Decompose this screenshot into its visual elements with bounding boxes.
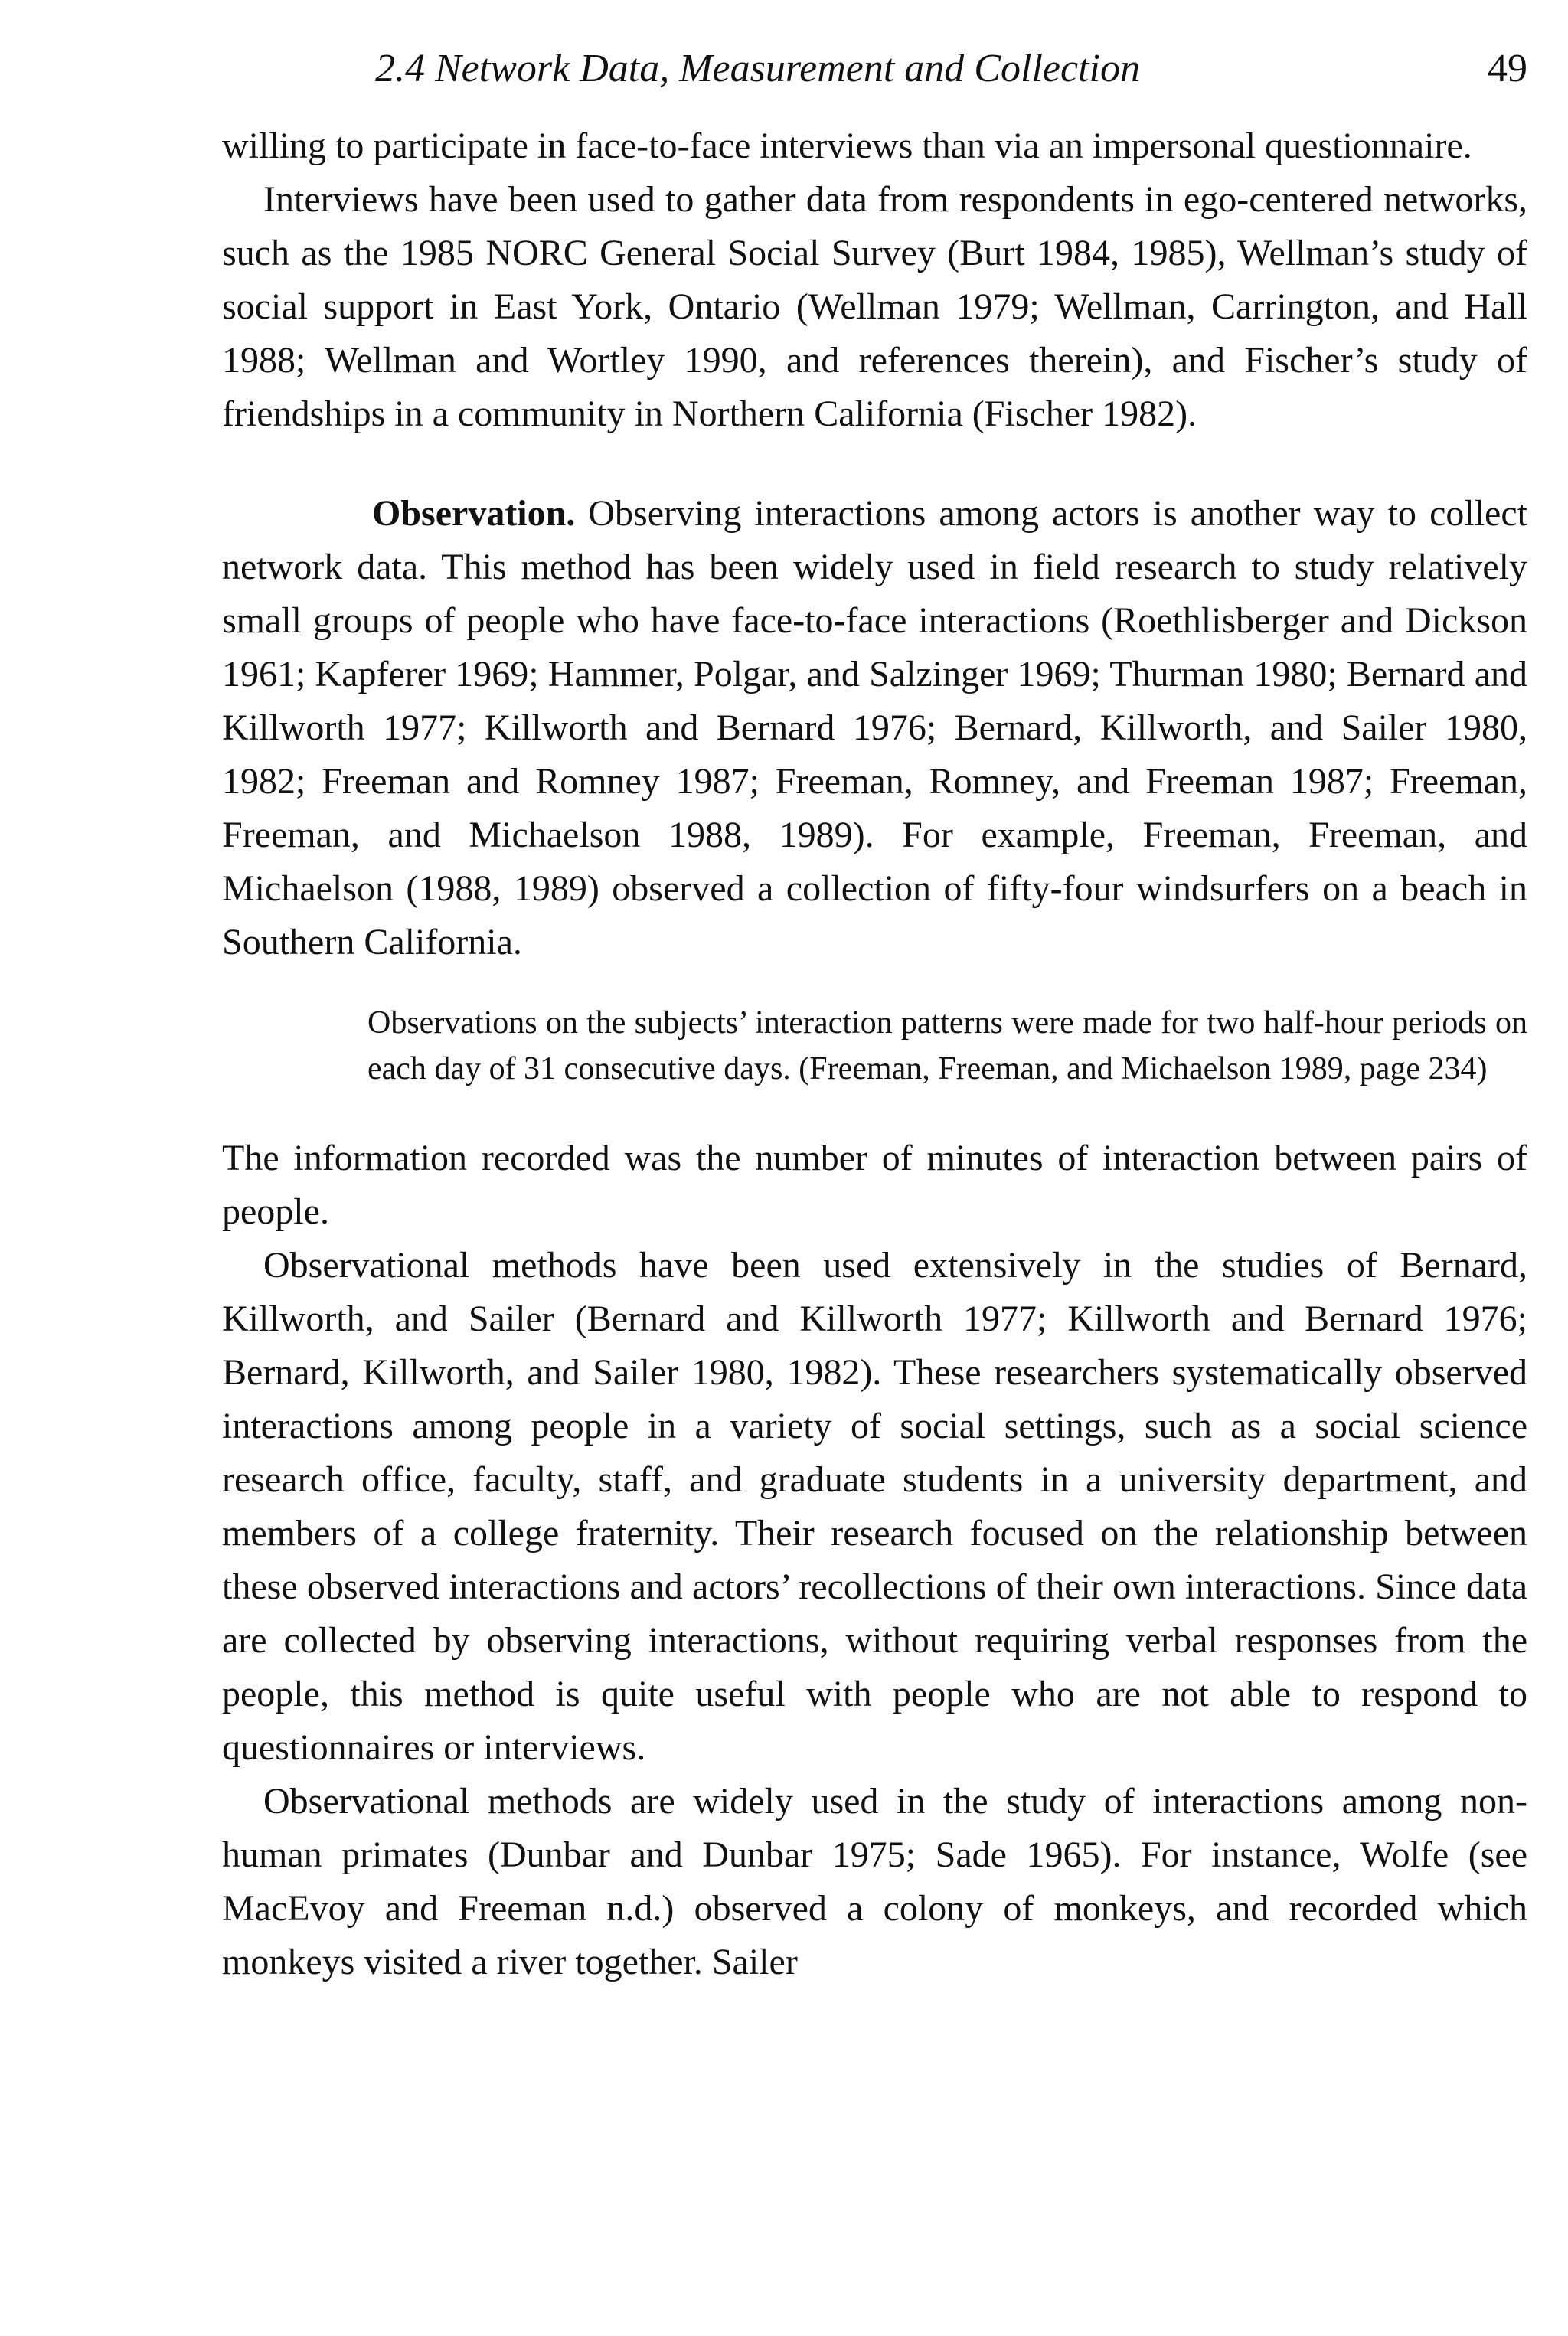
paragraph-information-recorded: The information recorded was the number of minutes of interaction between pairs of people.	[222, 1138, 1527, 1232]
paragraph-continuation: willing to participate in face-to-face interviews than via an impersonal questionnaire.	[222, 126, 1472, 166]
paragraph-observation	[222, 487, 1527, 969]
observation-text: Observing interactions among actors is another way to collect network data. This method has been widely used in field research to study relatively small groups of people who have face-to-face interactions (Roethlisberger and Dickson 1961; Kapferer 1969; Hammer, Polgar, and Salzinger 1969; Thurman 1980; Bernard and Killworth 1977; Killworth and Bernard 1976; Bernard, Killworth, and Sailer 1980, 1982; Freeman and Romney 1987; Freeman, Romney, and Freeman 1987; Freeman, Freeman, and Michaelson 1988, 1989). For example, Freeman, Freeman, and Michaelson (1988, 1989) observed a collection of fifty-four windsurfers on a beach in Southern California.	[222, 493, 1527, 962]
running-header	[222, 38, 1527, 100]
running-title: 2.4 Network Data, Measurement and Collection	[375, 47, 1140, 90]
paragraph-observational-methods: Observational methods have been used extensively in the studies of Bernard, Killworth, and Sailer (Bernard and Killworth 1977; Killworth and Bernard 1976; Bernard, Killworth, and Sailer 1980, 1982). These researchers systematically observed interactions among people in a variety of social settings, such as a social science research office, faculty, staff, and graduate students in a university department, and members of a college fraternity. Their research focused on the relationship between these observed interactions and actors’ recollections of their own interactions. Since data are collected by observing interactions, without requiring verbal responses from the people, this method is quite useful with people who are not able to respond to questionnaires or interviews.	[222, 1245, 1527, 1768]
section-heading-observation: Observation.	[372, 493, 576, 534]
body-text	[222, 119, 1527, 1989]
page-number: 49	[1488, 47, 1527, 90]
block-quote: Observations on the subjects’ interaction patterns were made for two half-hour periods on each day of 31 consecutive days. (Freeman, Freeman, and Michaelson 1989, page 234)	[368, 1005, 1527, 1086]
paragraph-primates: Observational methods are widely used in the study of interactions among non-human primates (Dunbar and Dunbar 1975; Sade 1965). For instance, Wolfe (see MacEvoy and Freeman n.d.) observed a colony of monkeys, and recorded which monkeys visited a river together. Sailer	[222, 1781, 1527, 1982]
paragraph-interviews: Interviews have been used to gather data from respondents in ego-centered networks, such as the 1985 NORC General Social Survey (Burt 1984, 1985), Wellman’s study of social support in East York, Ontario (Wellman 1979; Wellman, Carrington, and Hall 1988; Wellman and Wortley 1990, and references therein), and Fischer’s study of friendships in a community in Northern California (Fischer 1982).	[222, 179, 1527, 434]
